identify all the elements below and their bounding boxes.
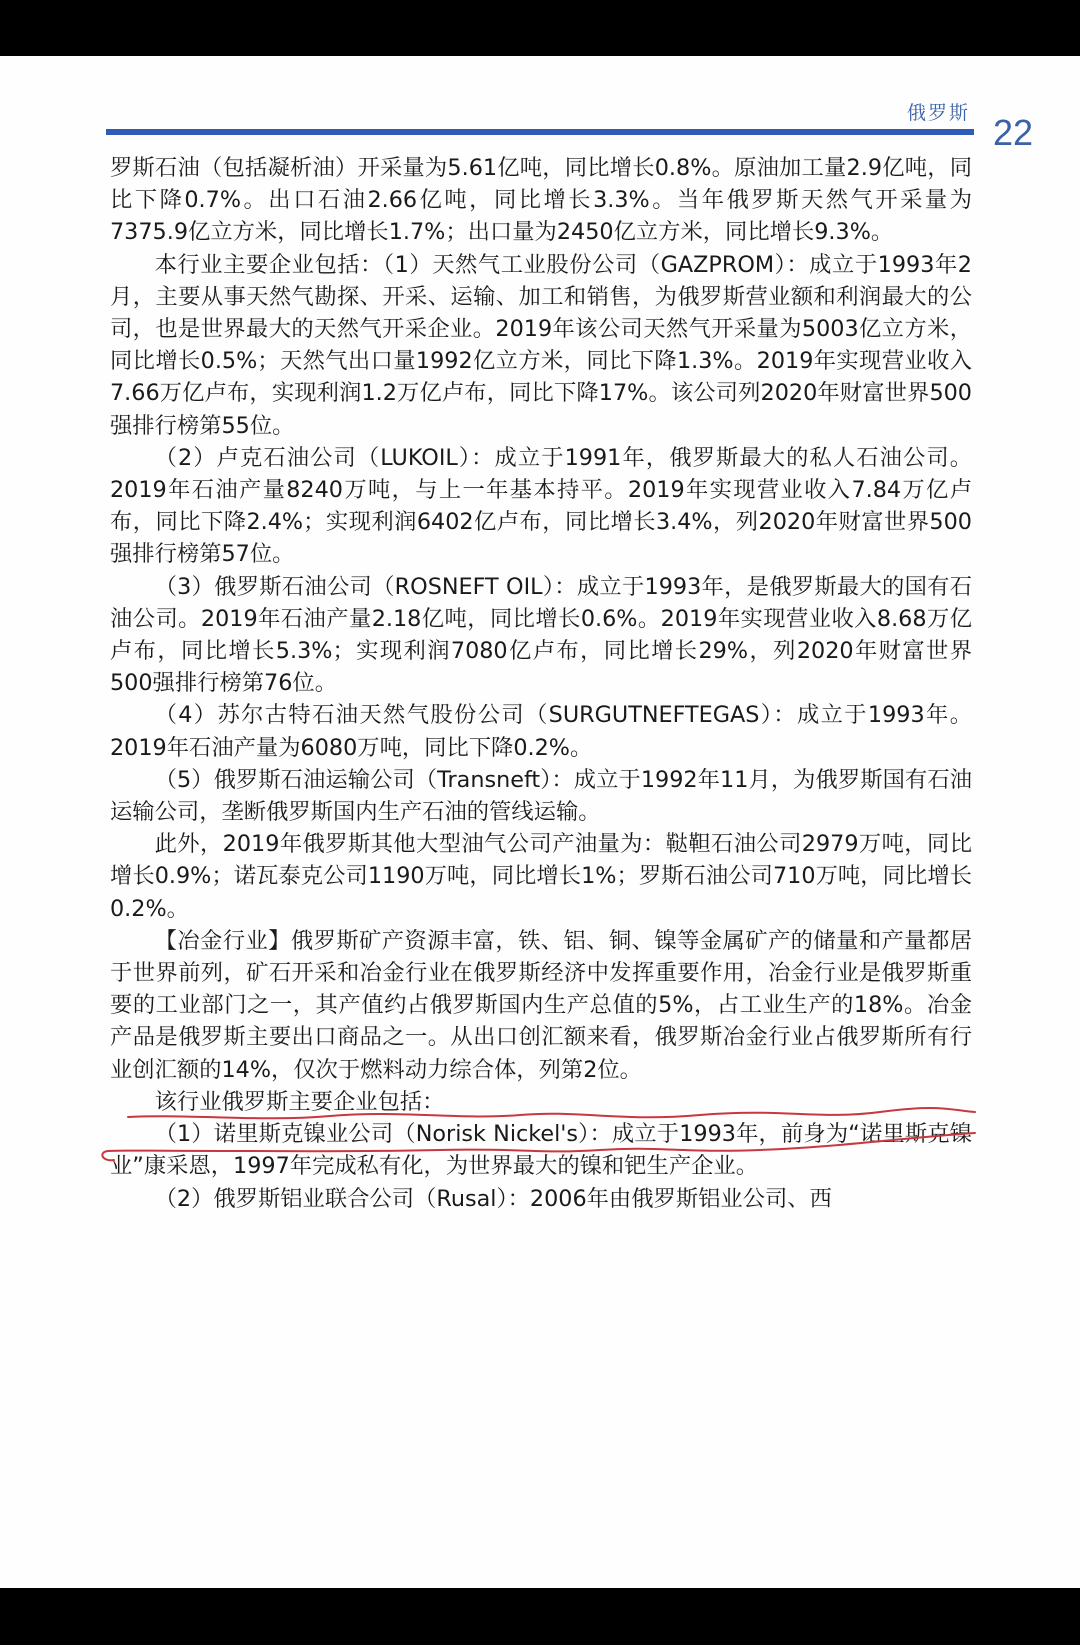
paragraph-surgutneftegas: （4）苏尔古特石油天然气股份公司（SURGUTNEFTEGAS）：成立于1993年。2019年石油产量为6080万吨，同比下降0.2%。 <box>110 702 972 761</box>
paragraph-gazprom: 本行业主要企业包括：（1）天然气工业股份公司（GAZPROM）：成立于1993年2月，主要从事天然气勘探、开采、运输、加工和销售，为俄罗斯营业额和利润最大的公司，也是世界最大的天然气开采企业。2019年该公司天然气开采量为5003亿立方米，同比增长0.5%；天然气出口量1992亿立方米，同比下降1.3%。2019年实现营业收入7.66万亿卢布，实现利润1.2万亿卢布，同比下降17%。该公司列2020年财富世界500强排行榜第55位。 <box>110 251 972 439</box>
paragraph-norilsk-nickel: （1）诺里斯克镍业公司（Norisk Nickel's）：成立于1993年，前身为“诺里斯克镍业”康采恩，1997年完成私有化，为世界最大的镍和钯生产企业。 <box>110 1121 972 1180</box>
body-text <box>110 152 972 1215</box>
section-title: 俄罗斯 <box>906 102 970 124</box>
paragraph-oil-gas-output: 罗斯石油（包括凝析油）开采量为5.61亿吨，同比增长0.8%。原油加工量2.9亿吨，同比下降0.7%。出口石油2.66亿吨，同比增长3.3%。当年俄罗斯天然气开采量为7375.9亿立方米，同比增长1.7%；出口量为2450亿立方米，同比增长9.3%。 <box>110 155 972 246</box>
page-number: 22 <box>993 112 1034 153</box>
header-rule <box>106 129 974 135</box>
paragraph-metallurgy-companies-intro: 该行业俄罗斯主要企业包括： <box>154 1088 445 1115</box>
paragraph-metallurgy: 【冶金行业】俄罗斯矿产资源丰富，铁、铝、铜、镍等金属矿产的储量和产量都居于世界前列，矿石开采和冶金行业在俄罗斯经济中发挥重要作用，冶金行业是俄罗斯重要的工业部门之一，其产值约占俄罗斯国内生产总值的5%，占工业生产的18%。冶金产品是俄罗斯主要出口商品之一。从出口创汇额来看，俄罗斯冶金行业占俄罗斯所有行业创汇额的14%，仅次于燃料动力综合体，列第2位。 <box>110 927 972 1083</box>
paragraph-other-oil-companies: 此外，2019年俄罗斯其他大型油气公司产油量为：鞑靼石油公司2979万吨，同比增长0.9%；诺瓦泰克公司1190万吨，同比增长1%；罗斯石油公司710万吨，同比增长0.2%。 <box>110 831 972 922</box>
paragraph-transneft: （5）俄罗斯石油运输公司（Transneft）：成立于1992年11月，为俄罗斯国有石油运输公司，垄断俄罗斯国内生产石油的管线运输。 <box>110 766 972 826</box>
paragraph-rosneft: （3）俄罗斯石油公司（ROSNEFT OIL）：成立于1993年，是俄罗斯最大的国有石油公司。2019年石油产量2.18亿吨，同比增长0.6%。2019年实现营业收入8.68万亿卢布，同比增长5.3%；实现利润7080亿卢布，同比增长29%，列2020年财富世界500强排行榜第76位。 <box>110 573 972 697</box>
paragraph-lukoil: （2）卢克石油公司（LUKOIL）：成立于1991年，俄罗斯最大的私人石油公司。2019年石油产量8240万吨，与上一年基本持平。2019年实现营业收入7.84万亿卢布，同比下降2.4%；实现利润6402亿卢布，同比增长3.4%，列2020年财富世界500强排行榜第57位。 <box>110 444 972 568</box>
paragraph-rusal: （2）俄罗斯铝业联合公司（Rusal）：2006年由俄罗斯铝业公司、西 <box>154 1185 832 1212</box>
